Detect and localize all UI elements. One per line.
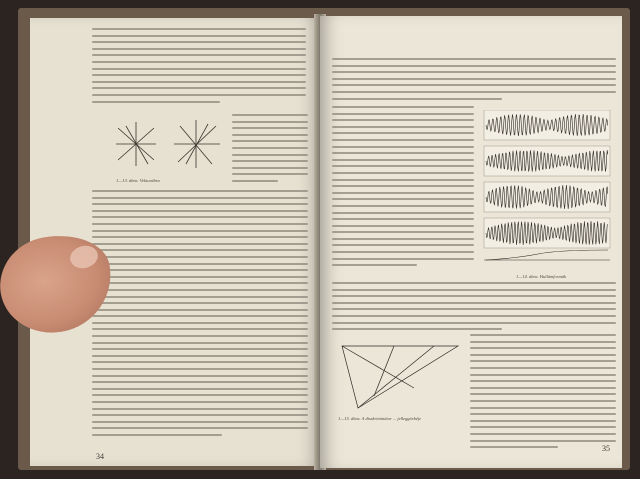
text-line	[232, 127, 308, 129]
text-line	[92, 54, 306, 56]
triangle-diagram	[334, 338, 466, 414]
right-page-number: 35	[602, 444, 610, 453]
text-line	[92, 41, 306, 43]
text-line	[332, 244, 474, 246]
text-line	[92, 427, 308, 429]
left-text-top	[92, 28, 306, 107]
text-line	[92, 375, 308, 377]
text-line	[92, 74, 306, 76]
text-line	[470, 440, 616, 442]
text-line	[92, 388, 308, 390]
text-line	[332, 172, 474, 174]
text-line	[92, 276, 308, 278]
text-line	[470, 413, 616, 415]
text-line	[232, 114, 308, 116]
left-text-bottom	[92, 190, 308, 441]
text-line	[470, 400, 616, 402]
left-text-side	[232, 114, 308, 187]
text-line	[92, 230, 308, 232]
text-line	[92, 190, 308, 192]
text-line	[92, 243, 308, 245]
text-line	[332, 146, 474, 148]
text-line	[92, 101, 220, 103]
text-line	[332, 58, 616, 60]
text-line	[232, 147, 308, 149]
left-figure-caption: 1—13. ábra. Vektorábra	[116, 178, 160, 183]
text-line	[332, 106, 474, 108]
waveform-figure	[478, 110, 614, 270]
text-line	[92, 342, 308, 344]
right-figure-caption-bottom: 1—15. ábra. A diszkriminátor ... jelleggörbéje	[338, 416, 422, 421]
text-line	[332, 65, 616, 67]
text-line	[470, 407, 616, 409]
text-line	[332, 165, 474, 167]
text-line	[92, 328, 308, 330]
text-line	[92, 381, 308, 383]
text-line	[92, 87, 306, 89]
text-line	[332, 198, 474, 200]
text-line	[232, 154, 308, 156]
text-line	[92, 348, 308, 350]
right-text-top	[332, 58, 616, 104]
right-text-lower-right	[470, 334, 616, 453]
text-line	[92, 48, 306, 50]
text-line	[470, 446, 558, 448]
text-line	[92, 282, 308, 284]
text-line	[332, 282, 616, 284]
text-line	[470, 420, 616, 422]
text-line	[92, 368, 308, 370]
text-line	[92, 322, 308, 324]
text-line	[332, 264, 417, 266]
text-line	[92, 81, 306, 83]
text-line	[92, 216, 308, 218]
text-line	[92, 269, 308, 271]
text-line	[92, 414, 308, 416]
text-line	[332, 322, 616, 324]
text-line	[92, 434, 222, 436]
text-line	[332, 218, 474, 220]
right-text-left-column	[332, 106, 474, 271]
right-figure-caption-top: 1—14. ábra. Hullámformák	[516, 274, 567, 279]
text-line	[332, 152, 474, 154]
text-line	[470, 393, 616, 395]
text-line	[332, 119, 474, 121]
text-line	[332, 71, 616, 73]
text-line	[470, 360, 616, 362]
text-line	[92, 61, 306, 63]
text-line	[470, 347, 616, 349]
text-line	[92, 355, 308, 357]
text-line	[332, 139, 474, 141]
text-line	[332, 238, 474, 240]
vector-diagram	[108, 114, 228, 176]
text-line	[332, 91, 616, 93]
text-line	[232, 180, 278, 182]
text-line	[332, 302, 616, 304]
text-line	[332, 159, 474, 161]
text-line	[232, 160, 308, 162]
text-line	[92, 361, 308, 363]
text-line	[232, 140, 308, 142]
right-page	[320, 16, 622, 468]
text-line	[92, 315, 308, 317]
text-line	[92, 309, 308, 311]
text-line	[92, 289, 308, 291]
text-line	[92, 335, 308, 337]
text-line	[92, 302, 308, 304]
text-line	[232, 121, 308, 123]
text-line	[470, 354, 616, 356]
text-line	[332, 231, 474, 233]
text-line	[92, 35, 306, 37]
text-line	[232, 134, 308, 136]
text-line	[232, 173, 308, 175]
text-line	[332, 328, 502, 330]
text-line	[92, 421, 308, 423]
text-line	[332, 212, 474, 214]
text-line	[332, 251, 474, 253]
text-line	[332, 179, 474, 181]
text-line	[232, 167, 308, 169]
text-line	[332, 113, 474, 115]
text-line	[332, 132, 474, 134]
text-line	[332, 295, 616, 297]
text-line	[92, 401, 308, 403]
text-line	[332, 78, 616, 80]
left-page-number: 34	[96, 452, 104, 461]
text-line	[92, 203, 308, 205]
text-line	[470, 380, 616, 382]
text-line	[92, 408, 308, 410]
text-line	[92, 394, 308, 396]
text-line	[332, 315, 616, 317]
text-line	[92, 249, 308, 251]
text-line	[332, 98, 502, 100]
text-line	[92, 28, 306, 30]
text-line	[332, 205, 474, 207]
text-line	[92, 68, 306, 70]
text-line	[332, 258, 474, 260]
right-text-middle	[332, 282, 616, 335]
text-line	[470, 334, 616, 336]
text-line	[470, 374, 616, 376]
text-line	[92, 263, 308, 265]
text-line	[332, 126, 474, 128]
text-line	[92, 236, 308, 238]
text-line	[470, 387, 616, 389]
text-line	[332, 185, 474, 187]
text-line	[92, 296, 308, 298]
text-line	[470, 433, 616, 435]
text-line	[470, 426, 616, 428]
text-line	[332, 225, 474, 227]
text-line	[92, 210, 308, 212]
text-line	[92, 197, 308, 199]
text-line	[332, 308, 616, 310]
text-line	[92, 94, 306, 96]
text-line	[332, 192, 474, 194]
text-line	[332, 84, 616, 86]
text-line	[332, 289, 616, 291]
text-line	[92, 223, 308, 225]
text-line	[92, 256, 308, 258]
text-line	[470, 341, 616, 343]
text-line	[470, 367, 616, 369]
